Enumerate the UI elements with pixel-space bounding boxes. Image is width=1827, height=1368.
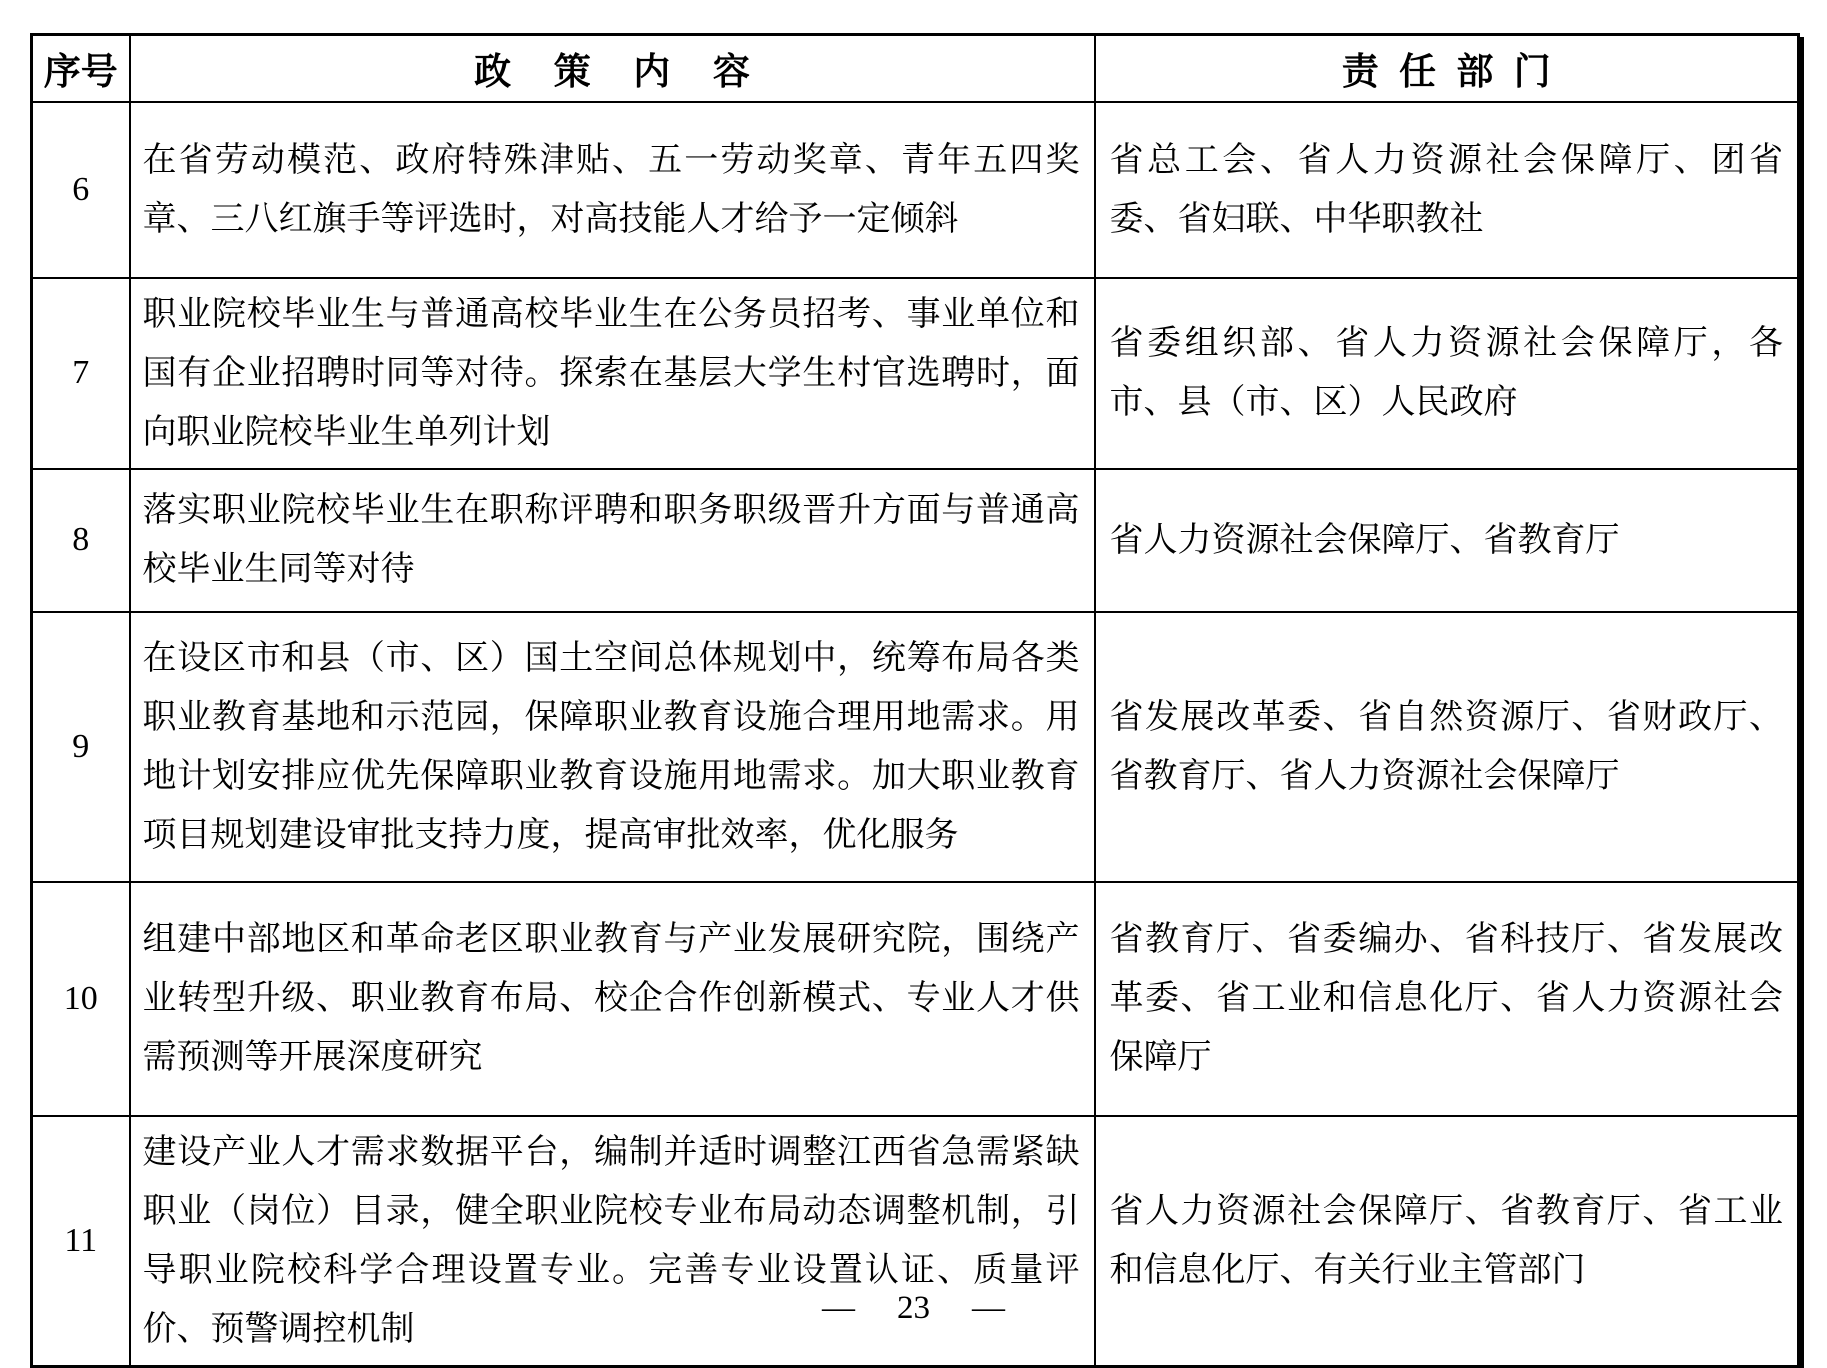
header-policy-content-label: 政策内容	[474, 51, 793, 93]
table-header-row	[32, 35, 1799, 102]
header-department	[1095, 35, 1799, 102]
row-index-cell: 8	[32, 469, 130, 612]
policy-content-cell: 组建中部地区和革命老区职业教育与产业发展研究院，围绕产业转型升级、职业教育布局、校企合作创新模式、专业人才供需预测等开展深度研究	[130, 882, 1095, 1116]
table-row	[32, 1116, 1799, 1367]
policy-content-cell: 建设产业人才需求数据平台，编制并适时调整江西省急需紧缺职业（岗位）目录，健全职业院校专业布局动态调整机制，引导职业院校科学合理设置专业。完善专业设置认证、质量评价、预警调控机制	[130, 1116, 1095, 1367]
department-cell: 省教育厅、省委编办、省科技厅、省发展改革委、省工业和信息化厅、省人力资源社会保障厅	[1095, 882, 1799, 1116]
row-index-cell: 7	[32, 278, 130, 469]
department-cell: 省发展改革委、省自然资源厅、省财政厅、省教育厅、省人力资源社会保障厅	[1095, 612, 1799, 882]
policy-content-cell: 落实职业院校毕业生在职称评聘和职务职级晋升方面与普通高校毕业生同等对待	[130, 469, 1095, 612]
department-cell: 省人力资源社会保障厅、省教育厅、省工业和信息化厅、有关行业主管部门	[1095, 1116, 1799, 1367]
page-number: 23	[897, 1290, 930, 1326]
department-cell: 省委组织部、省人力资源社会保障厅，各市、县（市、区）人民政府	[1095, 278, 1799, 469]
table-row	[32, 882, 1799, 1116]
policy-content-cell: 职业院校毕业生与普通高校毕业生在公务员招考、事业单位和国有企业招聘时同等对待。探索在基层大学生村官选聘时，面向职业院校毕业生单列计划	[130, 278, 1095, 469]
row-index-cell: 11	[32, 1116, 130, 1367]
department-cell: 省总工会、省人力资源社会保障厅、团省委、省妇联、中华职教社	[1095, 102, 1799, 278]
policy-content-cell: 在省劳动模范、政府特殊津贴、五一劳动奖章、青年五四奖章、三八红旗手等评选时，对高技能人才给予一定倾斜	[130, 102, 1095, 278]
header-index-label: 序号	[43, 51, 118, 93]
page-footer	[0, 1290, 1827, 1327]
row-index-cell: 6	[32, 102, 130, 278]
row-index-cell: 10	[32, 882, 130, 1116]
table-row	[32, 612, 1799, 882]
header-department-label: 责任部门	[1341, 51, 1572, 93]
table-row	[32, 278, 1799, 469]
table-row	[32, 102, 1799, 278]
footer-left-dash: —	[822, 1290, 855, 1326]
department-cell: 省人力资源社会保障厅、省教育厅	[1095, 469, 1799, 612]
header-index	[32, 35, 130, 102]
table-row	[32, 469, 1799, 612]
row-index-cell: 9	[32, 612, 130, 882]
policy-table	[30, 33, 1800, 1368]
header-policy-content	[130, 35, 1095, 102]
policy-content-cell: 在设区市和县（市、区）国土空间总体规划中，统筹布局各类职业教育基地和示范园，保障职业教育设施合理用地需求。用地计划安排应优先保障职业教育设施用地需求。加大职业教育项目规划建设审批支持力度，提高审批效率，优化服务	[130, 612, 1095, 882]
footer-right-dash: —	[972, 1290, 1005, 1326]
